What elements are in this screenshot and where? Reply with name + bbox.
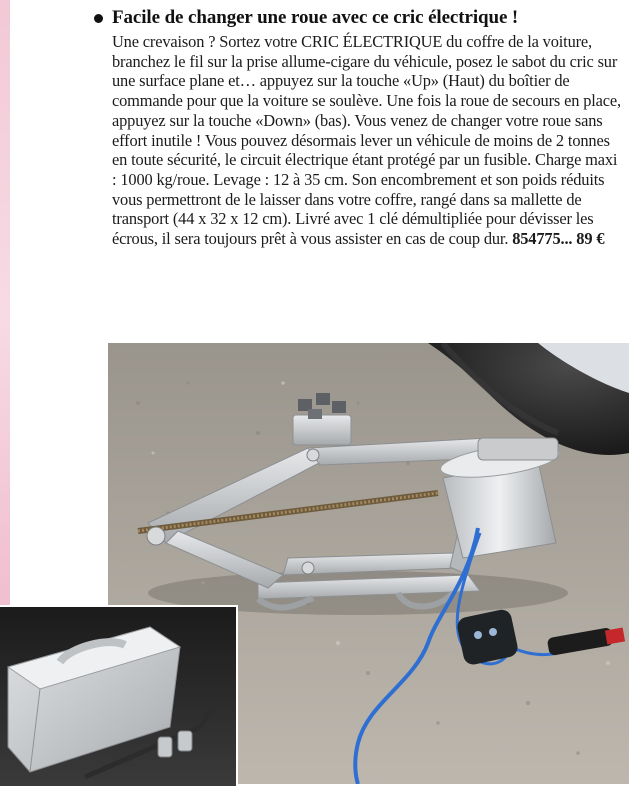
- reference-price: 854775... 89 €: [512, 229, 605, 249]
- case-inset-illustration: [0, 607, 236, 786]
- bullet-icon: [94, 14, 103, 23]
- case-inset-photo: [0, 605, 238, 786]
- article-headline: Facile de changer une roue avec ce cric électrique !: [112, 7, 519, 28]
- article-body: [112, 32, 622, 249]
- product-article: [112, 6, 622, 249]
- article-body-text: Une crevaison ? Sortez votre CRIC ÉLECTRIQUE du coffre de la voiture, branchez le fil sur la prise allume-cigare du véhicule, posez le sabot du cric sur une surface plane et… appuyez sur la touche «Up» (Haut) du boîtier de commande pour que la voiture se soulève. Une fois la roue de secours en place, appuyez sur la touche «Down» (bas). Vous venez de changer votre roue sans effort inutile ! Vous pouvez désormais lever un véhicule de moins de 2 tonnes en toute sécurité, le circuit électrique étant protégé par un fusible. Charge maxi : 1000 kg/roue. Levage : 12 à 35 cm. Son encombrement et son poids réduits vous permettront de le laisser dans votre coffre, rangé dans sa mallette de transport (44 x 32 x 12 cm). Livré avec 1 clé démultipliée pour dévisser les écrous, il sera toujours prêt à vous assister en cas de coup dur.: [112, 32, 621, 249]
